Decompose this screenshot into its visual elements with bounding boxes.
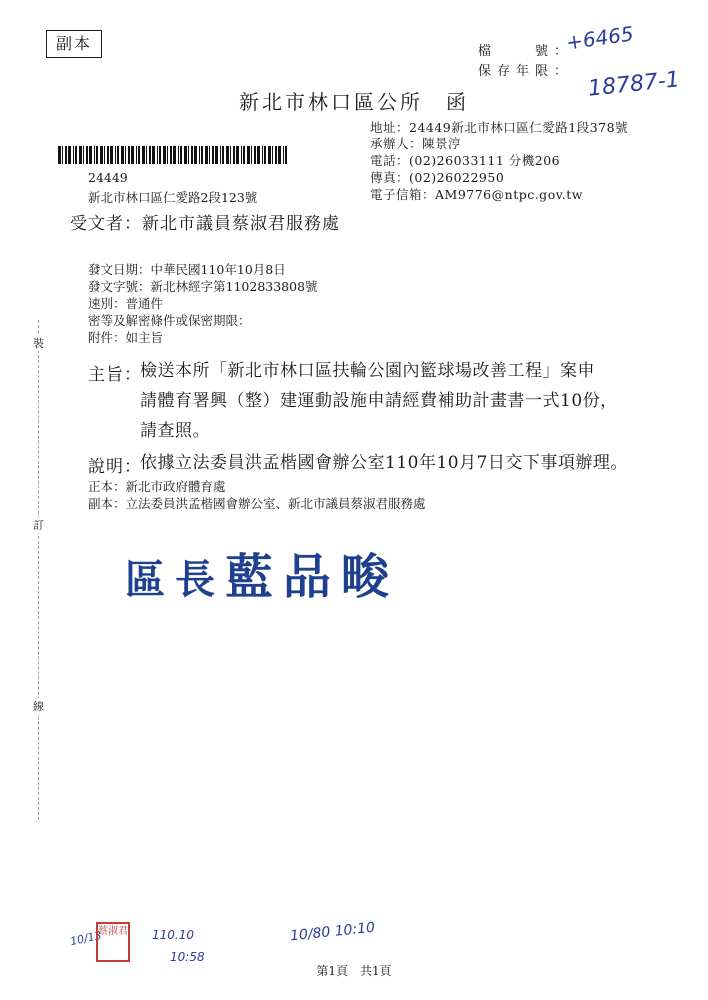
- explanation-label: 說明：: [88, 457, 142, 477]
- recipient-address: 新北市林口區仁愛路2段123號: [88, 190, 258, 205]
- meta-date: [88, 260, 286, 278]
- subject-text: [140, 356, 638, 446]
- meta-attachment-label: 附件：: [88, 330, 126, 345]
- handwritten-retention: 18787-1: [586, 67, 681, 102]
- postal-code: 24449: [88, 170, 128, 185]
- meta-speed: [88, 294, 163, 312]
- meta-ref: [88, 277, 318, 295]
- page-number: 第1頁 共1頁: [316, 964, 392, 978]
- binding-mark-1: 裝: [33, 337, 44, 350]
- handwritten-note-1: 110.10: [152, 928, 194, 942]
- sender-address: 地址：24449新北市林口區仁愛路1段378號: [370, 120, 629, 135]
- sender-phone: 電話：(02)26033111 分機206: [370, 153, 561, 168]
- barcode: [58, 146, 288, 164]
- signature-name: 藍品畯: [225, 549, 400, 605]
- meta-secrecy-label: 密等及解密條件或保密期限：: [88, 313, 251, 328]
- subject-line-2: 請體育署興（整）建運動設施申請經費補助計畫書一式10份，: [140, 391, 618, 411]
- explanation-text: 依據立法委員洪孟楷國會辦公室110年10月7日交下事項辦理。: [140, 453, 628, 473]
- meta-speed-label: 速別：: [88, 296, 126, 311]
- district-chief-signature: [125, 538, 399, 607]
- sender-contact: 承辦人：陳景涥: [370, 136, 462, 151]
- meta-attachment-value: 如主旨: [125, 330, 164, 345]
- subject-label: 主旨：: [88, 365, 142, 385]
- sender-fax: 傳真：(02)26022950: [370, 170, 505, 185]
- handwritten-date-note: 10/13: [68, 928, 103, 949]
- file-number-label: 檔 號：: [478, 44, 574, 59]
- signature-title: 區長: [125, 556, 225, 603]
- meta-attachment: [88, 328, 163, 346]
- meta-date-label: 發文日期：: [88, 262, 151, 277]
- meta-ref-value: 新北林經字第1102833808號: [150, 279, 318, 294]
- meta-date-value: 中華民國110年10月8日: [150, 262, 286, 277]
- handwritten-note-3: 10/80 10:10: [289, 919, 376, 945]
- binding-mark-3: 線: [33, 700, 44, 713]
- recipient: 受文者：新北市議員蔡淑君服務處: [70, 214, 340, 234]
- subject-line-3: 請查照。: [140, 421, 210, 441]
- sender-email: 電子信箱：AM9776@ntpc.gov.tw: [370, 187, 583, 202]
- meta-secrecy: [88, 311, 251, 329]
- subject-line-1: 檢送本所「新北市林口區扶輪公園內籃球場改善工程」案申: [140, 361, 595, 381]
- meta-ref-label: 發文字號：: [88, 279, 151, 294]
- binding-mark-2: 訂: [33, 519, 44, 532]
- copy-mark-box: 副本: [46, 30, 102, 58]
- retention-label: 保存年限：: [478, 64, 574, 79]
- distribution-main: 正本：新北市政府體育處: [88, 479, 226, 494]
- binding-line: [38, 320, 40, 820]
- document-title: 新北市林口區公所 函: [239, 90, 469, 114]
- handwritten-note-2: 10:58: [170, 950, 205, 964]
- received-stamp: 蔡淑君: [96, 922, 130, 962]
- handwritten-file-number: +6465: [564, 21, 635, 55]
- meta-speed-value: 普通件: [125, 296, 164, 311]
- distribution-copies: 副本：立法委員洪孟楷國會辦公室、新北市議員蔡淑君服務處: [88, 496, 426, 511]
